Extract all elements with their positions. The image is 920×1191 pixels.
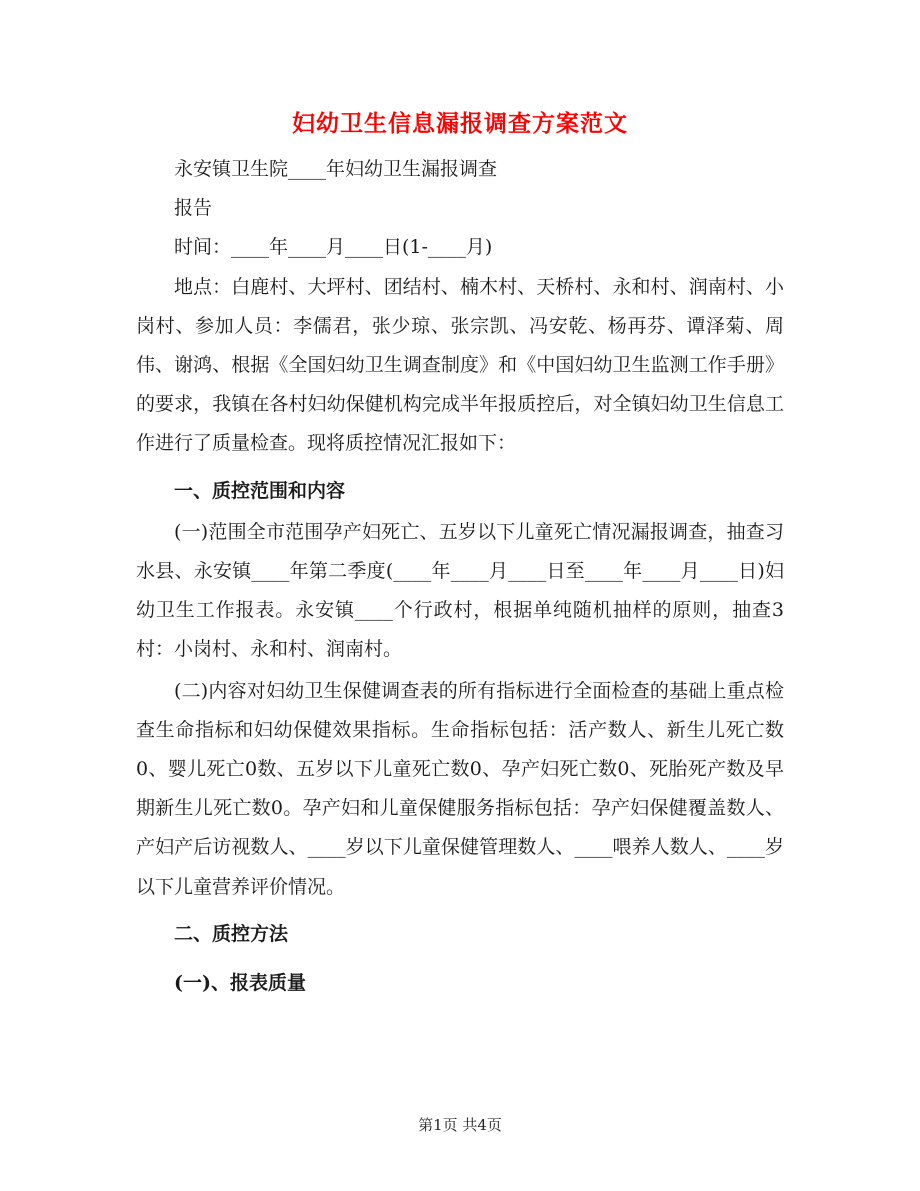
page-number: 第1页 共4页 — [418, 1116, 502, 1134]
paragraph-report-header: 永安镇卫生院____年妇幼卫生漏报调查 — [174, 158, 498, 180]
section-heading-scope: 一、质控范围和内容 — [174, 479, 346, 502]
subsection-heading-report-quality: (一)、报表质量 — [174, 972, 306, 995]
paragraph-time: 时间：____年____月____日(1-____月) — [174, 236, 493, 259]
paragraph-location-participants: 地点：白鹿村、大坪村、团结村、楠木村、天桥村、永和村、润南村、小岗村、参加人员：李儒君，张少琼、张宗凯、冯安乾、杨再芬、谭泽菊、周伟、谢鸿、根据《全国妇幼卫生调查制度》和《中国妇幼卫生监测工作手册》的要求，我镇在各村妇幼保健机构完成半年报质控后，对全镇妇幼卫生信息工作进行了质量检查。现将质控情况汇报如下： — [136, 275, 784, 455]
paragraph-report-label: 报告 — [174, 197, 213, 220]
paragraph-content: (二)内容对妇幼卫生保健调查表的所有指标进行全面检查的基础上重点检查生命指标和妇幼保健效果指标。生命指标包括：活产数人、新生儿死亡数0、婴儿死亡0数、五岁以下儿童死亡数0、孕产妇死亡数0、死胎死产数及早期新生儿死亡数0。孕产妇和儿童保健服务指标包括：孕产妇保健覆盖数人、产妇产后访视数人、____岁以下儿童保健管理数人、____喂养人数人、____岁以下儿童营养评价情况。 — [136, 679, 784, 898]
document-body — [136, 150, 784, 1003]
document-title: 妇幼卫生信息漏报调查方案范文 — [292, 110, 628, 137]
section-heading-method: 二、质控方法 — [174, 922, 289, 945]
paragraph-scope: (一)范围全市范围孕产妇死亡、五岁以下儿童死亡情况漏报调查，抽查习水县、永安镇____年第二季度(____年____月____日至____年____月____日)妇幼卫生工作报表。永安镇____个行政村，根据单纯随机抽样的原则，抽查3村：小岗村、永和村、润南村。 — [136, 520, 784, 661]
